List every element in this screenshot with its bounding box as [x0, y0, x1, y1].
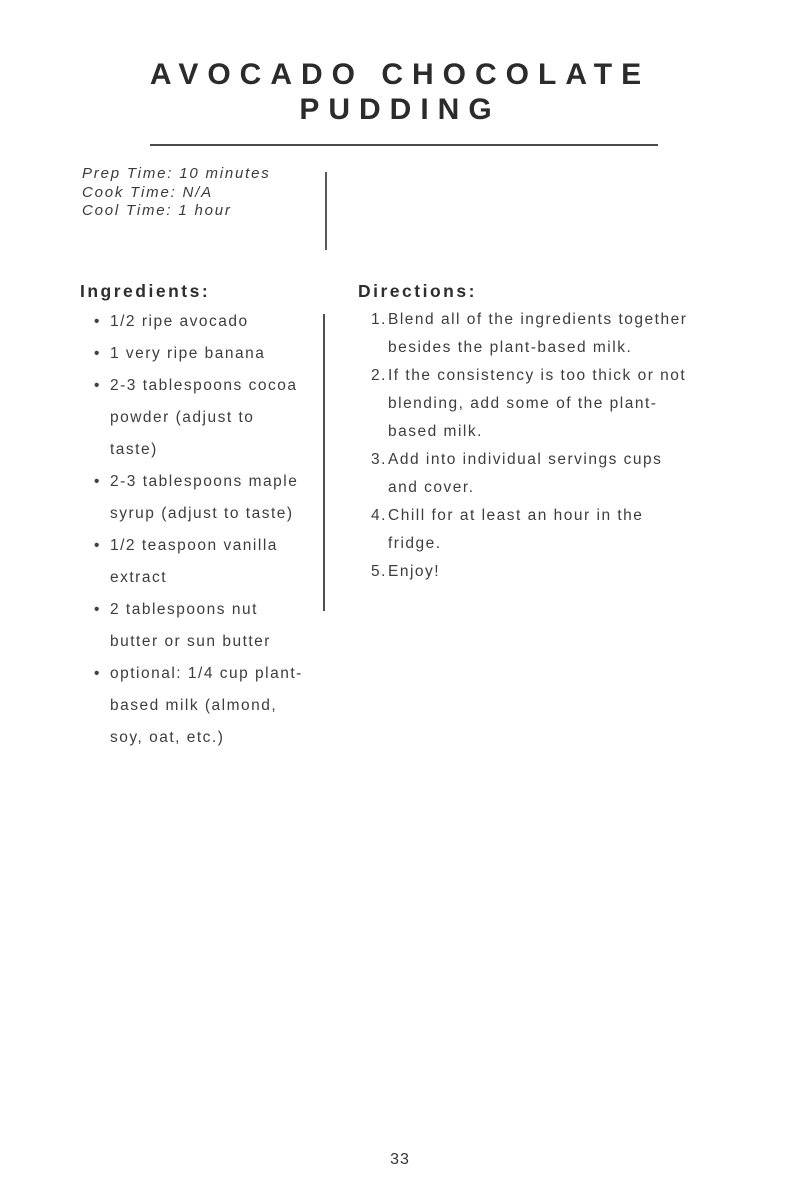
- title-divider-rule: [150, 144, 658, 146]
- direction-step: Blend all of the ingredients together besides the plant-based milk.: [388, 311, 688, 356]
- time-info-block: [82, 165, 322, 221]
- prep-time-text: Prep Time: 10 minutes: [82, 165, 271, 182]
- ingredients-heading: Ingredients:: [80, 281, 211, 301]
- ingredient-item: • 1 very ripe banana: [80, 338, 305, 370]
- direction-step: If the consistency is too thick or not blending, add some of the plant-based milk.: [388, 367, 687, 440]
- direction-step: Chill for at least an hour in the fridge.: [388, 507, 644, 552]
- page-number: 33: [390, 1151, 410, 1168]
- cool-time-text: Cool Time: 1 hour: [82, 202, 232, 219]
- directions-heading: Directions:: [358, 281, 477, 301]
- ingredient-item: • optional: 1/4 cup plant-based milk (almond, soy, oat, etc.): [80, 658, 305, 754]
- ingredient-item: • 2-3 tablespoons maple syrup (adjust to taste): [80, 466, 305, 530]
- ingredient-item: • 1/2 teaspoon vanilla extract: [80, 530, 305, 594]
- column-divider: [323, 314, 325, 611]
- recipe-title: AVOCADO CHOCOLATE PUDDING: [149, 58, 651, 126]
- time-info-divider: [325, 172, 327, 250]
- direction-step: Add into individual servings cups and cover.: [388, 451, 663, 496]
- directions-list: [358, 306, 688, 586]
- ingredient-item: • 1/2 ripe avocado: [80, 306, 305, 338]
- cook-time-text: Cook Time: N/A: [82, 183, 213, 201]
- direction-step: Enjoy!: [388, 563, 441, 580]
- ingredients-list: [80, 306, 305, 754]
- ingredient-item: • 2-3 tablespoons cocoa powder (adjust to taste): [80, 370, 305, 466]
- ingredient-item: • 2 tablespoons nut butter or sun butter: [80, 594, 305, 658]
